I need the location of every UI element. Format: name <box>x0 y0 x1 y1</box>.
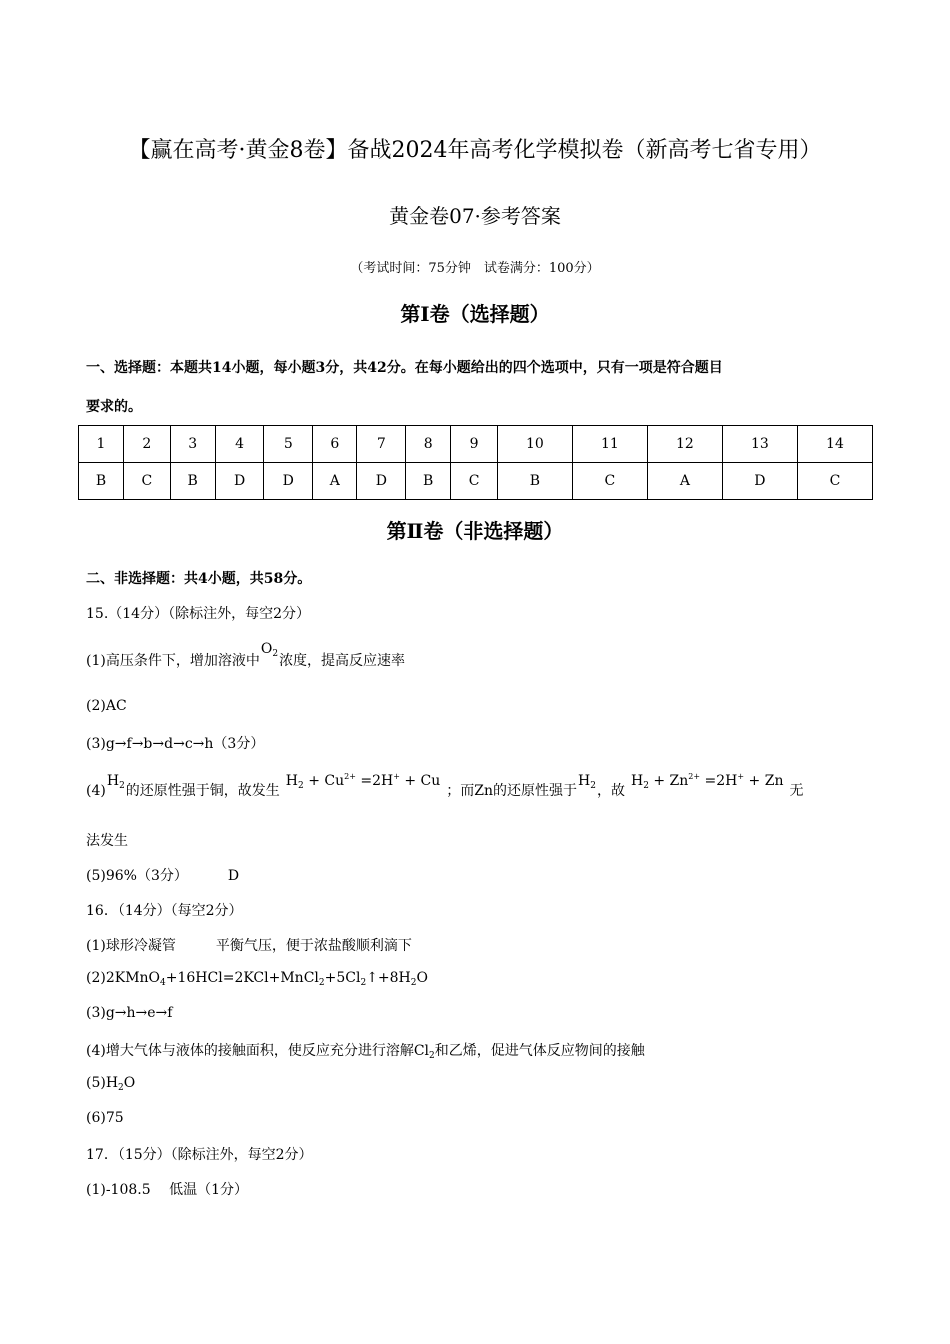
reaction-formula-1: $H_2 + Cu^{2+} =2H^+ + Cu$ <box>285 772 441 791</box>
q16-answer-5: $(5)H_2O$ <box>86 1075 136 1093</box>
question-number: 2 <box>124 426 171 463</box>
question-number: 6 <box>313 426 357 463</box>
answer-cell: D <box>357 463 406 500</box>
question-number: 10 <box>497 426 572 463</box>
answer-cell: B <box>497 463 572 500</box>
question-number: 13 <box>722 426 797 463</box>
q16-answer-4: (4)增大气体与液体的接触面积，使反应充分进行溶解$Cl_2$和乙烯，促进气体反应物间的接触 <box>86 1043 645 1061</box>
q17-answer-1: (1)-108.5 低温（1分） <box>86 1182 248 1198</box>
q15-answer-4-cont: 法发生 <box>86 833 128 849</box>
question-number: 14 <box>797 426 872 463</box>
answer-cell: D <box>722 463 797 500</box>
q16-header: 16．（14分）（每空2分） <box>86 903 243 919</box>
o2-formula: $O_2$ <box>260 641 279 659</box>
q16-answer-6: (6)75 <box>86 1110 124 1126</box>
part1-intro-line1: 一、选择题：本题共14小题，每小题3分，共42分。在每小题给出的四个选项中，只有一项是符合题目 <box>86 360 723 376</box>
q15-answer-5: (5)96%（3分） D <box>86 868 240 884</box>
document-title: 【赢在高考·黄金8卷】备战2024年高考化学模拟卷（新高考七省专用） <box>128 138 822 163</box>
q15-answer-4: $(4)H_2$的还原性强于铜，故发生$H_2 + Cu^{2+} =2H^+ + Cu$；而Zn的还原性强于$H_2$，故$H_2 + Zn^{2+} =2H^+ + Zn$无 <box>86 772 804 799</box>
q16-answer-1: (1)球形冷凝管 平衡气压，便于浓盐酸顺利滴下 <box>86 938 412 954</box>
question-number: 12 <box>647 426 722 463</box>
answer-cell: A <box>313 463 357 500</box>
document-subtitle: 黄金卷07·参考答案 <box>389 204 561 228</box>
question-number: 11 <box>572 426 647 463</box>
question-number: 9 <box>451 426 498 463</box>
answer-table <box>78 425 873 500</box>
q15-answer-1: (1)高压条件下，增加溶液中$O_2$浓度，提高反应速率 <box>86 641 406 669</box>
answer-cell: B <box>406 463 451 500</box>
q15-header: 15.（14分）（除标注外，每空2分） <box>86 606 310 622</box>
q16-answer-3: (3)g→h→e→f <box>86 1005 173 1021</box>
exam-info: （考试时间：75分钟 试卷满分：100分） <box>350 261 600 276</box>
reaction-formula-2: $H_2 + Zn^{2+} =2H^+ + Zn$ <box>630 772 784 791</box>
q15-answer-3: (3)g→f→b→d→c→h（3分） <box>86 736 265 752</box>
part1-intro-line2: 要求的。 <box>86 399 142 415</box>
answer-cell: B <box>170 463 215 500</box>
answer-cell: B <box>79 463 124 500</box>
q15-answer-2: (2)AC <box>86 698 127 714</box>
answer-cell: D <box>215 463 264 500</box>
question-number: 7 <box>357 426 406 463</box>
h2-formula: $H_2$ <box>106 773 125 791</box>
question-number: 5 <box>264 426 313 463</box>
h2-formula: $H_2$ <box>578 773 596 791</box>
answer-cell: A <box>647 463 722 500</box>
answer-row <box>79 463 873 500</box>
answer-cell: C <box>797 463 872 500</box>
answer-cell: D <box>264 463 313 500</box>
part1-title: 第I卷（选择题） <box>400 302 550 326</box>
question-number: 4 <box>215 426 264 463</box>
answer-cell: C <box>451 463 498 500</box>
question-number-row <box>79 426 873 463</box>
question-number: 8 <box>406 426 451 463</box>
question-number: 1 <box>79 426 124 463</box>
q17-header: 17．（15分）（除标注外，每空2分） <box>86 1147 313 1163</box>
answer-cell: C <box>124 463 171 500</box>
question-number: 3 <box>170 426 215 463</box>
answer-cell: C <box>572 463 647 500</box>
q16-answer-2: $(2)2KMnO_4+16HCl=2KCl+MnCl_2+5Cl_2↑+8H_2O$ <box>86 970 428 988</box>
part2-title: 第Ⅱ卷（非选择题） <box>386 519 564 543</box>
part2-intro: 二、非选择题：共4小题，共58分。 <box>86 571 312 587</box>
